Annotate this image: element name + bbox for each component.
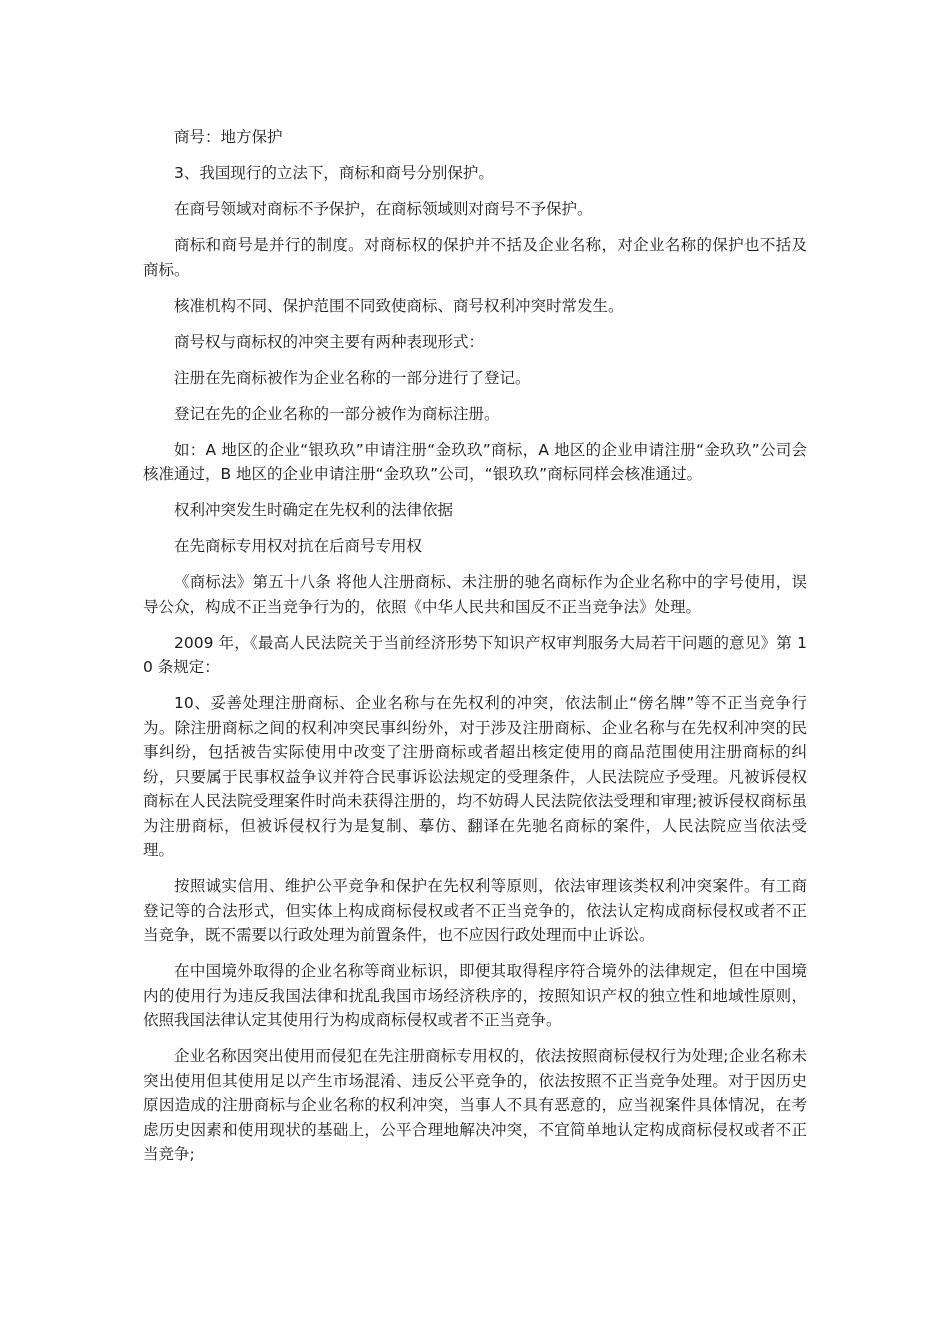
paragraph: 《商标法》第五十八条 将他人注册商标、未注册的驰名商标作为企业名称中的字号使用，误导公众，构成不正当竞争行为的，依照《中华人民共和国反不正当竞争法》处理。 <box>143 573 807 616</box>
paragraph: 企业名称因突出使用而侵犯在先注册商标专用权的，依法按照商标侵权行为处理;企业名称未突出使用但其使用足以产生市场混淆、违反公平竞争的，依法按照不正当竞争处理。对于因历史原因造成的注册商标与企业名称的权利冲突，当事人不具有恶意的，应当视案件具体情况，在考虑历史因素和使用现状的基础上，公平合理地解决冲突，不宜简单地认定构成商标侵权或者不正当竞争; <box>143 1047 807 1163</box>
paragraph: 3、我国现行的立法下，商标和商号分别保护。 <box>174 164 494 182</box>
paragraph: 登记在先的企业名称的一部分被作为商标注册。 <box>174 404 500 423</box>
paragraph: 按照诚实信用、维护公平竞争和保护在先权利等原则，依法审理该类权利冲突案件。有工商登记等的合法形式，但实体上构成商标侵权或者不正当竞争的，依法认定构成商标侵权或者不正当竞争，既不需要以行政处理为前置条件，也不应因行政处理而中止诉讼。 <box>143 877 807 944</box>
paragraph: 在中国境外取得的企业名称等商业标识，即便其取得程序符合境外的法律规定，但在中国境内的使用行为违反我国法律和扰乱我国市场经济秩序的，按照知识产权的独立性和地域性原则，依照我国法律认定其使用行为构成商标侵权或者不正当竞争。 <box>143 962 807 1029</box>
paragraph: 在商号领域对商标不予保护，在商标领域则对商号不予保护。 <box>174 200 593 218</box>
paragraph: 商号：地方保护 <box>174 128 283 146</box>
paragraph: 10、妥善处理注册商标、企业名称与在先权利的冲突，依法制止“傍名牌”等不正当竞争行为。除注册商标之间的权利冲突民事纠纷外，对于涉及注册商标、企业名称与在先权利冲突的民事纠纷，包括被告实际使用中改变了注册商标或者超出核定使用的商品范围使用注册商标的纠纷，只要属于民事权益争议并符合民事诉讼法规定的受理条件，人民法院应予受理。凡被诉侵权商标在人民法院受理案件时尚未获得注册的，均不妨碍人民法院依法受理和审理;被诉侵权商标虽为注册商标，但被诉侵权行为是复制、摹仿、翻译在先驰名商标的案件，人民法院应当依法受理。 <box>143 694 807 859</box>
document-body <box>143 125 807 1178</box>
paragraph: 在先商标专用权对抗在后商号专用权 <box>174 537 423 555</box>
paragraph: 注册在先商标被作为企业名称的一部分进行了登记。 <box>174 368 531 387</box>
paragraph: 核准机构不同、保护范围不同致使商标、商号权利冲突时常发生。 <box>174 296 624 315</box>
paragraph: 商号权与商标权的冲突主要有两种表现形式： <box>174 332 485 351</box>
paragraph: 权利冲突发生时确定在先权利的法律依据 <box>174 501 454 519</box>
paragraph: 如：A 地区的企业“银玖玖”申请注册“金玖玖”商标，A 地区的企业申请注册“金玖玖”公司会核准通过，B 地区的企业申请注册“金玖玖”公司，“银玖玖”商标同样会核准通过。 <box>143 440 807 483</box>
paragraph: 2009 年，《最高人民法院关于当前经济形势下知识产权审判服务大局若干问题的意见》第 10 条规定： <box>143 633 807 676</box>
paragraph: 商标和商号是并行的制度。对商标权的保护并不括及企业名称，对企业名称的保护也不括及商标。 <box>143 236 807 279</box>
